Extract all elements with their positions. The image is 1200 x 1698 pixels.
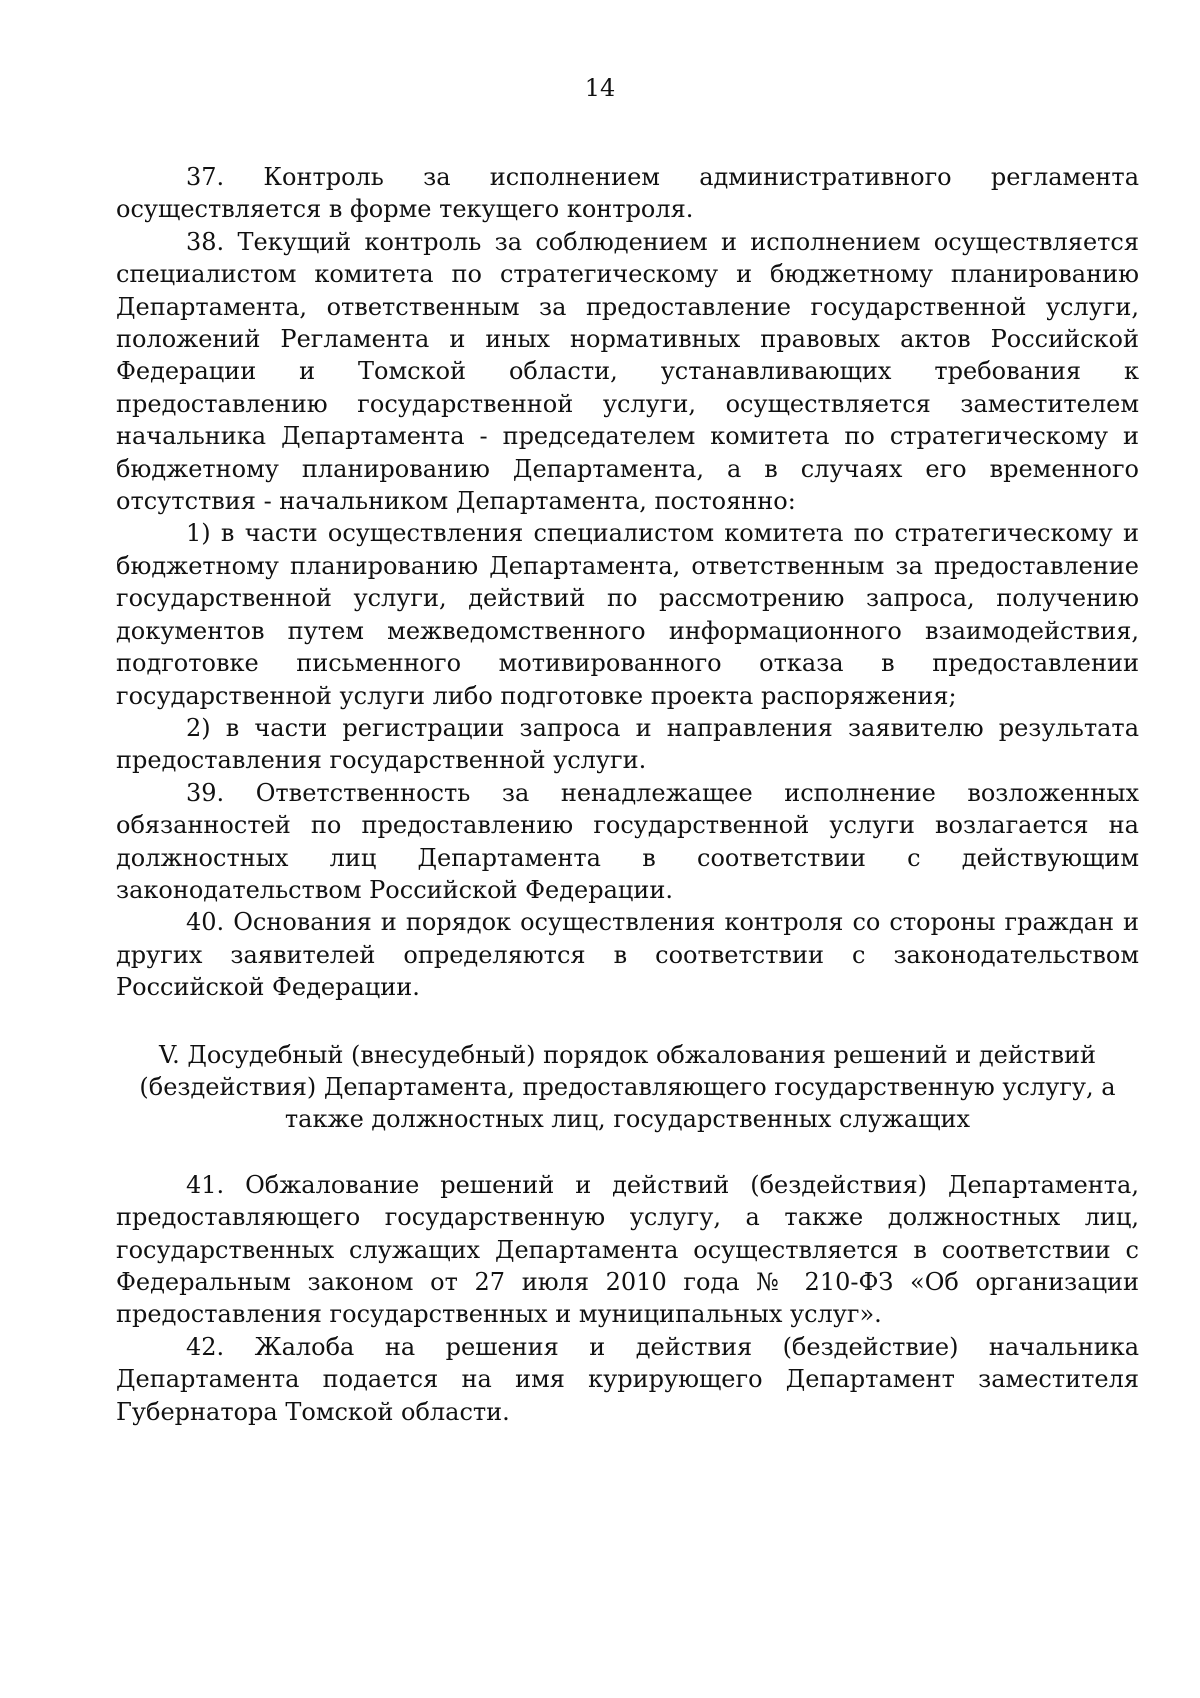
paragraph-40: 40. Основания и порядок осуществления контроля со стороны граждан и других заявителей определяются в соответствии с законодательством Российской Федерации. [116,908,1139,1002]
paragraph-42: 42. Жалоба на решения и действия (бездействие) начальника Департамента подается на имя курирующего Департамент заместителя Губернатора Томской области. [116,1332,1139,1426]
page-number: 14 [584,74,616,102]
paragraph-38-item-2: 2) в части регистрации запроса и направления заявителю результата предоставления государственной услуги. [116,713,1139,775]
paragraph-38: 38. Текущий контроль за соблюдением и исполнением осуществляется специалистом комитета по стратегическому и бюджетному планированию Департамента, ответственным за предоставление государственной услуги, положений Регламента и иных нормативных правовых актов Российской Федерации и Томской области, устанавливающих требования к предоставлению государственной услуги, осуществляется заместителем начальника Департамента - председателем комитета по стратегическому и бюджетному планированию Департамента, а в случаях его временного отсутствия - начальником Департамента, постоянно: [116,227,1139,516]
section-heading: V. Досудебный (внесудебный) порядок обжалования решений и действий (бездействия) Департамента, предоставляющего государственную услугу, а также должностных лиц, государственных служащих [139,1040,1116,1134]
paragraph-38-item-1: 1) в части осуществления специалистом комитета по стратегическому и бюджетному планированию Департамента, ответственным за предоставление государственной услуги, действий по рассмотрению запроса, получению документов путем межведомственного информационного взаимодействия, подготовке письменного мотивированного отказа в предоставлении государственной услуги либо подготовке проекта распоряжения; [116,519,1139,710]
paragraph-39: 39. Ответственность за ненадлежащее исполнение возложенных обязанностей по предоставлению государственной услуги возлагается на должностных лиц Департамента в соответствии с действующим законодательством Российской Федерации. [116,778,1139,904]
document-body [116,161,1139,1428]
paragraph-37: 37. Контроль за исполнением административного регламента осуществляется в форме текущего контроля. [116,163,1139,224]
paragraph-41: 41. Обжалование решений и действий (бездействия) Департамента, предоставляющего государственную услугу, а также должностных лиц, государственных служащих Департамента осуществляется в соответствии с Федеральным законом от 27 июля 2010 года № 210-ФЗ «Об организации предоставления государственных и муниципальных услуг». [116,1170,1139,1329]
